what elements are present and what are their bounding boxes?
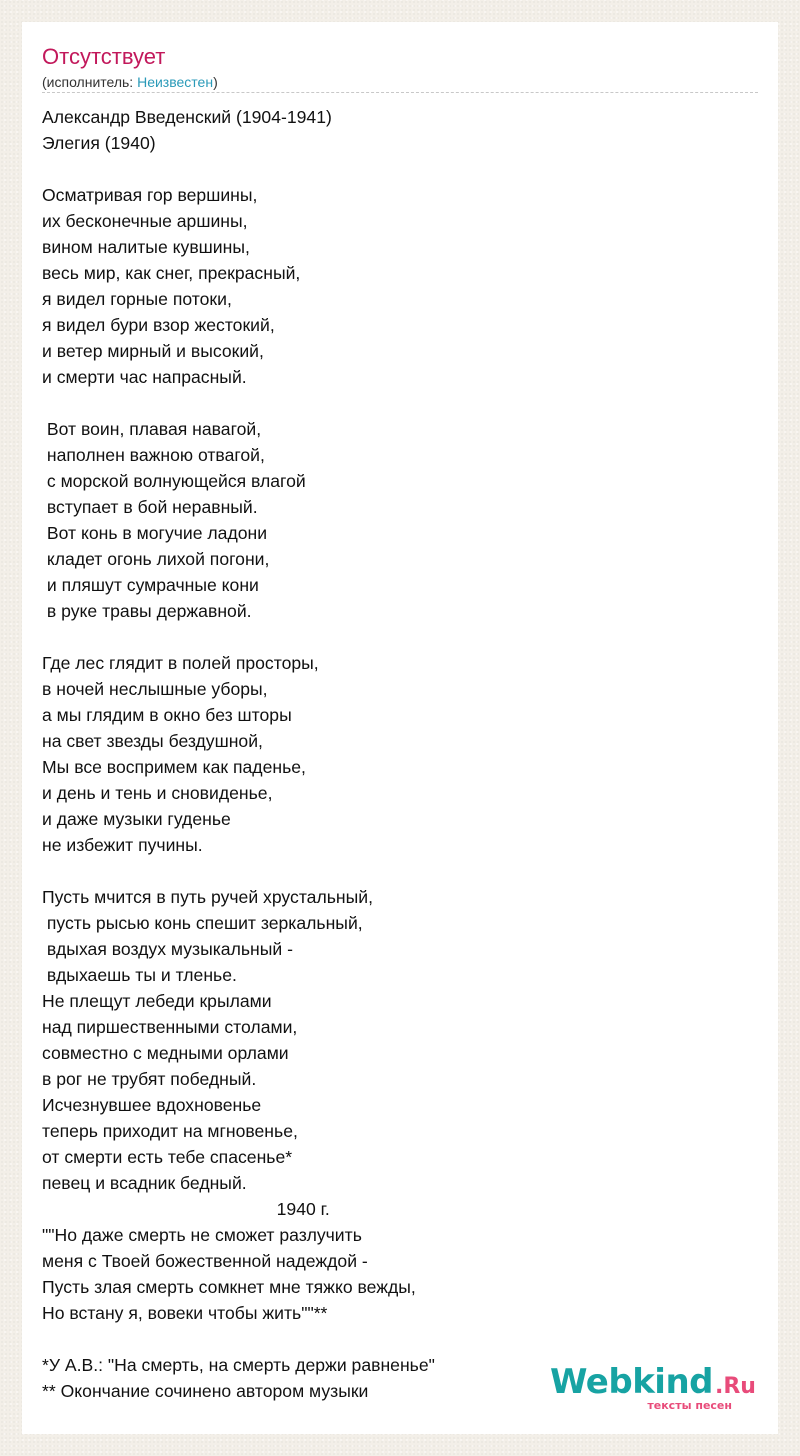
header-divider — [42, 92, 758, 93]
logo-wordmark — [550, 1362, 756, 1402]
performer-line — [42, 73, 218, 91]
song-title: Отсутствует — [42, 44, 166, 69]
logo-suffix-text: .Ru — [715, 1374, 756, 1399]
site-logo[interactable] — [550, 1362, 756, 1414]
lyrics-card — [22, 22, 778, 1434]
logo-main-text: Webkind — [550, 1362, 713, 1402]
performer-link[interactable]: Неизвестен — [137, 74, 214, 90]
performer-prefix: (исполнитель: — [42, 74, 138, 90]
lyrics-text: Александр Введенский (1904-1941) Элегия (1940) Осматривая гор вершины, их бесконечные аршины, вином налитые кувшины, весь мир, как снег, прекрасный, я видел горные потоки, я видел бури взор жестокий, и ветер мирный и высокий, и смерти час напрасный. Вот воин, плавая навагой, наполнен важною отвагой, с морской волнующейся влагой вступает в бой неравный. Вот конь в могучие ладони кладет огонь лихой погони, и пляшут сумрачные кони в руке травы державной. Где лес глядит в полей просторы, в ночей неслышные уборы, а мы глядим в окно без шторы на свет звезды бездушной, Мы все воспримем как паденье, и день и тень и сновиденье, и даже музыки гуденье не избежит пучины. Пусть мчится в путь ручей хрустальный, пусть рысью конь спешит зеркальный, вдыхая воздух музыкальный - вдыхаешь ты и тленье. Не плещут лебеди крылами над пиршественными столами, совместно с медными орлами в рог не трубят победный. Исчезнувшее вдохновенье теперь приходит на мгновенье, от смерти есть тебе спасенье* певец и всадник бедный. 1940 г. ""Но даже смерть не сможет разлучить меня с Твоей божественной надеждой - Пусть злая смерть сомкнет мне тяжко вежды, Но встану я, вовеки чтобы жить""** *У А.В.: "На смерть, на смерть держи равненье" ** Окончание сочинено автором музыки — [42, 107, 435, 1401]
logo-tagline: тексты песен — [647, 1399, 732, 1412]
performer-suffix: ) — [213, 74, 218, 90]
